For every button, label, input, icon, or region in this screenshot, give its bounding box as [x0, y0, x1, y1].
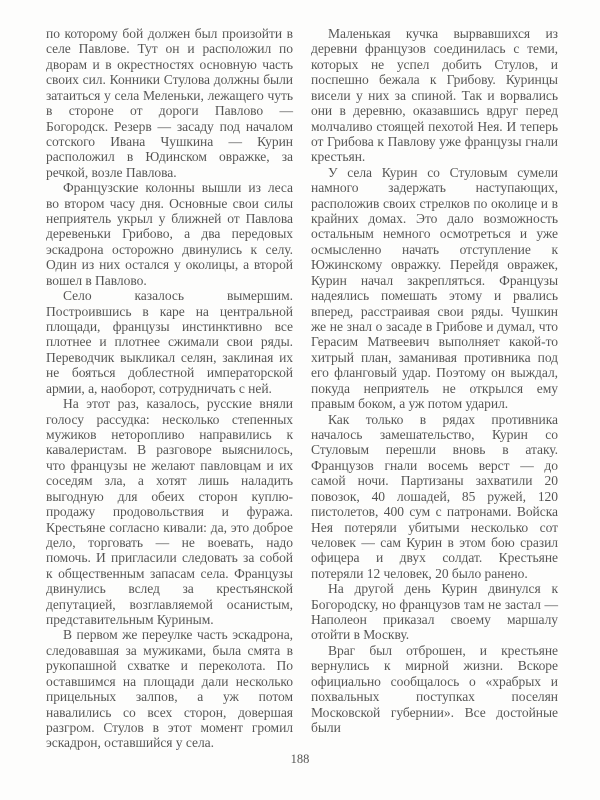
paragraph: На этот раз, казалось, русские вняли голосу рассудка: несколько степенных мужиков неторопливо направились к кавалеристам. В разговоре выяснилось, что французы не желают павловцам и их соседям зла, а хотят лишь наладить выгодную для обеих сторон куплю-продажу продовольствия и фуража. Крестьяне согласно кивали: да, это доброе дело, торговать — не воевать, надо помочь. И пригласили следовать за собой к общественным запасам села. Французы двинулись вслед за крестьянской депутацией, возглавляемой осанистым, представительным Куриным.: [46, 396, 293, 628]
paragraph: У села Курин со Стуловым сумели намного задержать наступающих, расположив своих стрелков по околице и в крайних домах. Это дало возможность остальным немного осмотреться и уже осмысленно начать отступление к Южинскому овражку. Перейдя овражек, Курин начал закрепляться. Французы надеялись помешать этому и рвались вперед, расстраивая свои ряды. Чушкин же не знал о засаде в Грибове и думал, что Герасим Матвеевич выполняет какой-то хитрый план, заманивая противника под его фланговый удар. Поэтому он выждал, покуда неприятель не открылся ему правым боком, а уж потом ударил.: [311, 164, 558, 412]
paragraph: Село казалось вымершим. Построившись в каре на центральной площади, французы инстинктивно все плотнее и плотнее сжимали свои ряды. Переводчик выкликал селян, заклиная их не бояться доблестной императорской армии, а, наоборот, сотрудничать с ней.: [46, 288, 293, 396]
page-text-body: [46, 26, 558, 751]
paragraph: Французские колонны вышли из леса во втором часу дня. Основные свои силы неприятель укрыл у ближней от Павлова деревеньки Грибово, а два передовых эскадрона осторожно двинулись к селу. Один из них остался у околицы, а второй вошел в Павлово.: [46, 180, 293, 288]
paragraph: В первом же переулке часть эскадрона, следовавшая за мужиками, была смята в рукопашной схватке и переколота. По оставшимся на площади дали несколько прицельных залпов, а уж потом навалились со всех сторон, довершая разгром. Стулов в этот момент громил эскадрон, оставшийся у села.: [46, 627, 293, 751]
paragraph: Враг был отброшен, и крестьяне вернулись к мирной жизни. Вскоре официально сообщалось о «храбрых и похвальных поступках поселян Московской губернии». Все достойные были: [311, 642, 558, 735]
left-text-column: [46, 26, 293, 751]
paragraph: по которому бой должен был произойти в селе Павлове. Тут он и расположил по дворам и в окрестностях основную часть своих сил. Конники Стулова должны были затаиться у села Меленьки, лежащего чуть в стороне от дороги Павлово — Богородск. Резерв — засаду под началом сотского Ивана Чушкина — Курин расположил в Юдинском овражке, за речкой, возле Павлова.: [46, 26, 293, 180]
paragraph: На другой день Курин двинулся к Богородску, но французов там не застал — Наполеон приказал своему маршалу отойти в Москву.: [311, 581, 558, 643]
right-text-column: [311, 26, 558, 735]
paragraph: Как только в рядах противника началось замешательство, Курин со Стуловым перешли вновь в атаку. Французов гнали восемь верст — до самой ночи. Партизаны захватили 20 повозок, 40 лошадей, 85 ружей, 120 пистолетов, 400 сум с патронами. Войска Нея потеряли убитыми несколько сот человек — сам Курин в этом бою сразил офицера и двух солдат. Крестьяне потеряли 12 человек, 20 было ранено.: [311, 411, 558, 581]
paragraph: Маленькая кучка вырвавшихся из деревни французов соединилась с теми, которых не успел добить Стулов, и поспешно бежала к Грибову. Куринцы висели у них за спиной. Так и ворвались они в деревню, оказавшись вдруг перед молчаливо стоящей пехотой Нея. И теперь от Грибова к Павлову уже французы гнали крестьян.: [311, 26, 558, 165]
page-number: 188: [290, 752, 310, 766]
